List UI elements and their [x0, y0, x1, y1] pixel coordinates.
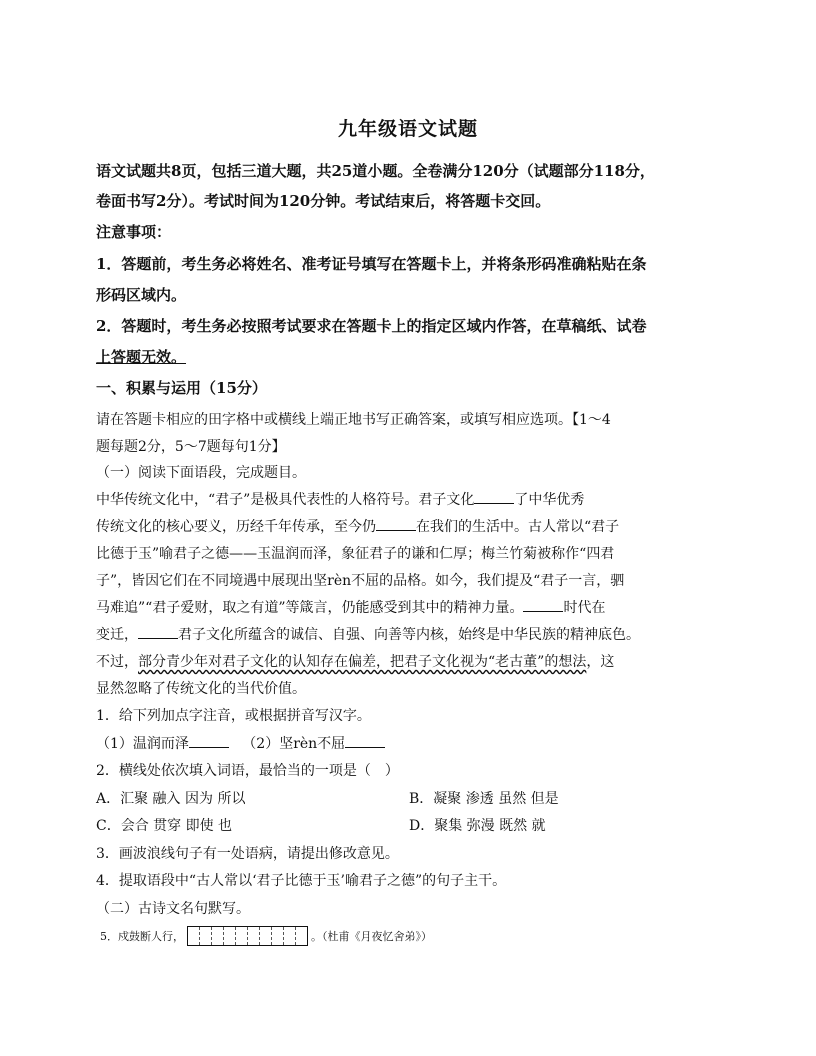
fill-blank: [138, 624, 178, 639]
notice-item-2-line-1: 2．答题时，考生务必按照考试要求在答题卡上的指定区域内作答，在草稿纸、试卷: [96, 317, 647, 335]
passage-line-1: [96, 489, 584, 509]
question-1-item-b: （2）坚rèn不屈: [242, 736, 346, 752]
notice-heading: 注意事项：: [96, 223, 172, 241]
question-5: [100, 926, 432, 946]
answer-blank: [345, 733, 385, 748]
question-2-option-b: B．凝聚 渗透 虽然 但是: [409, 791, 559, 807]
section-1-instruction-line-1: 请在答题卡相应的田字格中或横线上端正地书写正确答案，或填写相应选项。【1～4: [96, 412, 611, 428]
passage-line-4: 子”，皆因它们在不同境遇中展现出坚rèn不屈的品格。如今，我们提及“君子一言，驷: [96, 573, 625, 589]
notice-item-2-line-2: [96, 346, 186, 367]
subsection-2-heading: （二）古诗文名句默写。: [96, 901, 250, 917]
passage-line-8: 显然忽略了传统文化的当代价值。: [96, 681, 306, 697]
passage-text: ，这: [586, 654, 615, 670]
passage-text: 君子文化所蕴含的诚信、自强、向善等内核，始终是中华民族的精神底色。: [178, 627, 640, 643]
question-1-item-a: （1）温润而泽: [96, 736, 189, 752]
passage-text: 不过，: [96, 654, 138, 670]
passage-text: 在我们的生活中。古人常以“君子: [416, 519, 620, 535]
passage-line-5: [96, 597, 605, 617]
page-title: 九年级语文试题: [337, 118, 478, 140]
passage-text: 时代在: [563, 600, 606, 616]
question-1-items: [96, 733, 385, 753]
notice-item-2-line-2-text: 上答题无效。: [96, 348, 187, 366]
fill-blank: [376, 516, 416, 531]
question-2-option-a: A．汇聚 融入 因为 所以: [96, 791, 246, 807]
tianzige-grid: [187, 926, 308, 946]
subsection-1-heading: （一）阅读下面语段，完成题目。: [96, 465, 306, 481]
question-5-prefix: 5．戍鼓断人行，: [100, 930, 184, 943]
passage-text: 变迁，: [96, 627, 138, 643]
passage-line-2: [96, 516, 619, 536]
intro-line-1: 语文试题共8页，包括三道大题，共25道小题。全卷满分120分（试题部分118分，: [96, 162, 655, 180]
intro-line-2: 卷面书写2分）。考试时间为120分钟。考试结束后，将答题卡交回。: [96, 192, 551, 210]
question-5-suffix: 。（杜甫《月夜忆舍弟》）: [311, 930, 432, 943]
notice-item-1-line-2: 形码区域内。: [96, 286, 187, 304]
question-3: 3．画波浪线句子有一处语病，请提出修改意见。: [96, 846, 399, 862]
question-2-stem: 2．横线处依次填入词语，最恰当的一项是（ ）: [96, 763, 399, 779]
passage-text: 了中华优秀: [514, 492, 585, 508]
passage-line-3: 比德于玉”喻君子之德——玉温润而泽，象征君子的谦和仁厚；梅兰竹菊被称作“四君: [96, 546, 615, 562]
section-1-instruction-line-2: 题每题2分，5～7题每句1分】: [96, 439, 286, 455]
passage-text: 中华传统文化中，“君子”是极具代表性的人格符号。君子文化: [96, 492, 475, 508]
fill-blank: [474, 489, 514, 504]
question-2-option-c: C．会合 贯穿 即使 也: [96, 818, 233, 834]
question-4: 4．提取语段中“古人常以‘君子比德于玉’喻君子之德”的句子主干。: [96, 873, 507, 889]
question-2-option-d: D．聚集 弥漫 既然 就: [409, 818, 546, 834]
passage-text: 马难追”“君子爱财，取之有道”等箴言，仍能感受到其中的精神力量。: [96, 600, 524, 616]
question-1-stem: 1．给下列加点字注音，或根据拼音写汉字。: [96, 708, 371, 724]
passage-line-7: [96, 651, 614, 671]
passage-line-6: [96, 624, 640, 644]
passage-text: 传统文化的核心要义，历经千年传承，至今仍: [96, 519, 376, 535]
section-1-heading: 一、积累与运用（15分）: [96, 379, 267, 397]
wavy-underlined-sentence: 部分青少年对君子文化的认知存在偏差，把君子文化视为“老古董”的想法: [138, 654, 587, 670]
notice-item-1-line-1: 1．答题前，考生务必将姓名、准考证号填写在答题卡上，并将条形码准确粘贴在条: [96, 255, 647, 273]
answer-blank: [189, 733, 229, 748]
fill-blank: [523, 597, 563, 612]
